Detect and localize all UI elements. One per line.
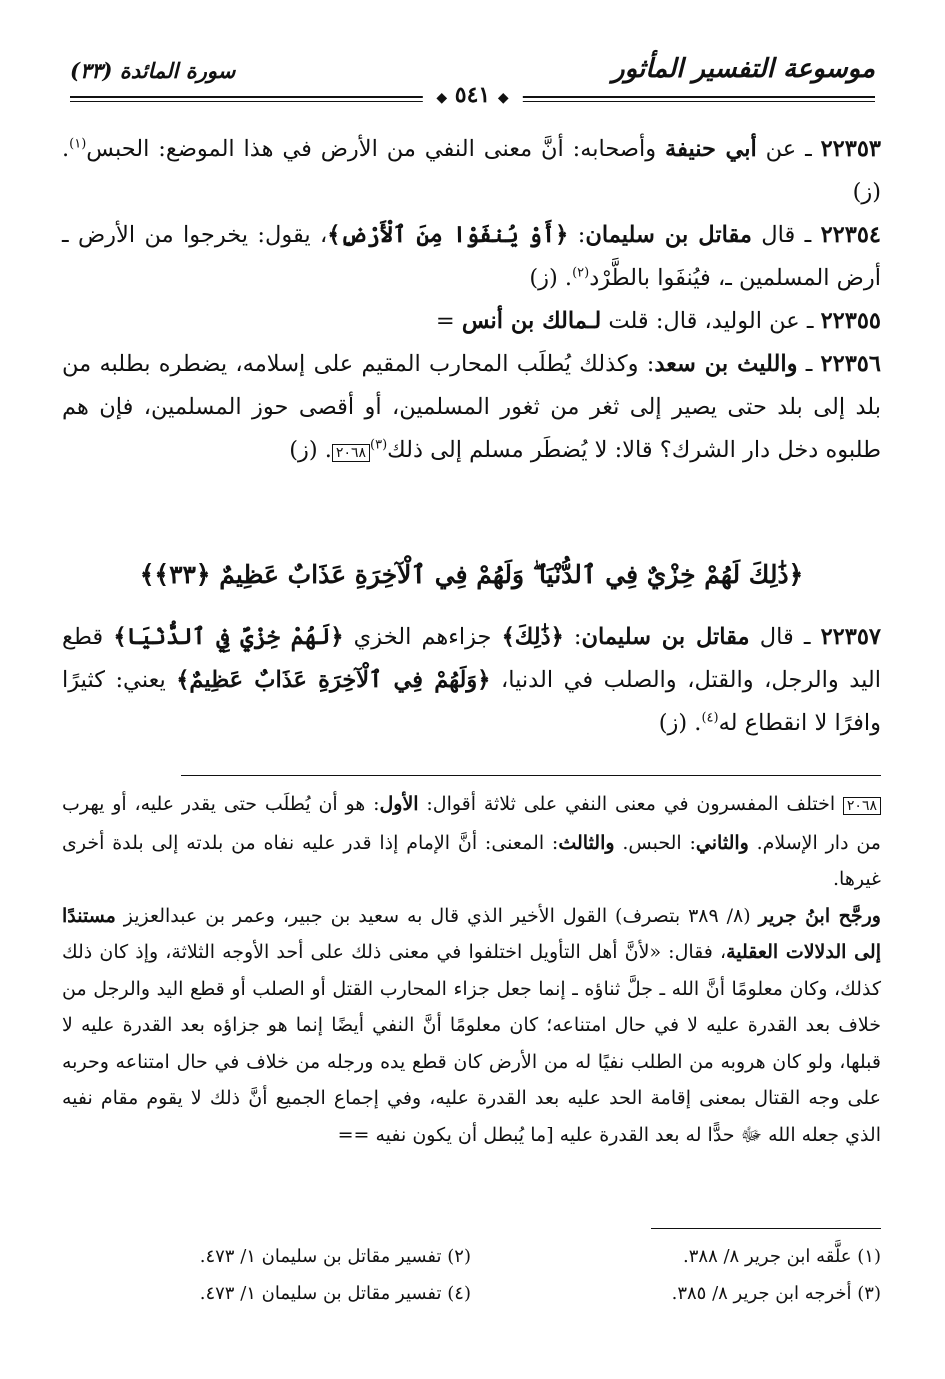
quran-quote: ﴿أَوْ يُنفَوْا مِنَ ٱلْأَرْضِ﴾ bbox=[327, 222, 569, 248]
main-text bbox=[62, 128, 881, 475]
footnote-2: (٢) تفسير مقاتل بن سليمان ١/ ٤٧٣. bbox=[199, 1246, 471, 1267]
commentary bbox=[62, 786, 881, 1153]
footnote-4: (٤) تفسير مقاتل بن سليمان ١/ ٤٧٣. bbox=[199, 1283, 471, 1304]
footnote-marker: (٣) bbox=[370, 437, 388, 453]
footnote-1: (١) علَّقه ابن جرير ٨/ ٣٨٨. bbox=[683, 1246, 881, 1267]
quran-quote: ﴿لَهُمْ خِزْيٌ فِي ٱلدُّنْيَا﴾ bbox=[113, 624, 344, 650]
ornament-icon: ◆ bbox=[497, 90, 509, 106]
ornament-icon: ◆ bbox=[436, 90, 448, 106]
book-title: موسوعة التفسير المأثور bbox=[612, 54, 875, 84]
surah-title: سورة المائدة (٣٣) bbox=[70, 58, 236, 83]
quran-quote: ﴿وَلَهُمْ فِي ٱلْآخِرَةِ عَذَابٌ عَظِيمٌ﴾ bbox=[176, 667, 491, 693]
quran-quote: ﴿ذَٰلِكَ﴾ bbox=[501, 624, 564, 650]
entry-22354: ٢٢٣٥٤ ـ قال مقاتل بن سليمان: ﴿أَوْ يُنفَوْا مِنَ ٱلْأَرْضِ﴾، يقول: يخرجوا من الأرض ـ أرض المسلمين ـ، فيُنفَوا بالطَّرْد$^{(٢)}$. (ز) bbox=[62, 222, 882, 291]
entry-22356: ٢٢٣٥٦ ـ والليث بن سعد: وكذلك يُطلَب المحارب المقيم على إسلامه، يضطره بطلبه من بلد إلى بلد حتى يصير إلى ثغر من ثغور المسلمين، أو أقصى حوز المسلمين، فإن هم طلبوه دخل دار الشرك؟ قالا: لا يُضطَر مسلم إلى ذلك$^{(٣)}$٢٠٦٨. (ز) bbox=[62, 351, 881, 463]
entry-22355: ٢٢٣٥٥ ـ عن الوليد، قال: قلت لـمالك بن أنس = bbox=[435, 308, 881, 334]
commentary-separator bbox=[181, 775, 881, 776]
footnote-marker: (٢) bbox=[572, 265, 590, 281]
footnote-3: (٣) أخرجه ابن جرير ٨/ ٣٨٥. bbox=[671, 1283, 881, 1304]
footnote-marker: (١) bbox=[69, 136, 87, 152]
page-number: ◆ ٥٤١ ◆ bbox=[422, 82, 522, 108]
commentary-ref-box: ٢٠٦٨ bbox=[843, 797, 881, 815]
footnote-separator bbox=[651, 1228, 881, 1229]
commentary-paragraph-1: ٢٠٦٨ اختلف المفسرون في معنى النفي على ثلاثة أقوال: الأول: هو أن يُطلَب حتى يقدر عليه، أو يهرب من دار الإسلام. والثاني: الحبس. والثالث: المعنى: أنَّ الإمام إذا قدر عليه نفاه من بلدته إلى بلدة أخرى غيرها. bbox=[62, 793, 881, 890]
footnote-marker: (٤) bbox=[701, 710, 719, 726]
ayah-heading: ﴿ذَٰلِكَ لَهُمْ خِزْيٌ فِي ٱلدُّنْيَا ۖ وَلَهُمْ فِي ٱلْآخِرَةِ عَذَابٌ عَظِيمٌ ﴿٣٣﴾﴾ bbox=[139, 560, 804, 589]
entry-22357: ٢٢٣٥٧ ـ قال مقاتل بن سليمان: ﴿ذَٰلِكَ﴾ جزاءهم الخزي ﴿لَهُمْ خِزْيٌ فِي ٱلدُّنْيَا﴾ قطع اليد والرجل، والقتل، والصلب في الدنيا، ﴿وَلَهُمْ فِي ٱلْآخِرَةِ عَذَابٌ عَظِيمٌ﴾ يعني: كثيرًا وافرًا لا انقطاع له$^{(٤)}$. (ز) bbox=[62, 624, 881, 736]
commentary-ref-box: ٢٠٦٨ bbox=[332, 444, 370, 462]
commentary-paragraph-2: ورجَّح ابنُ جرير (٨/ ٣٨٩ بتصرف) القول الأخير الذي قال به سعيد بن جبير، وعمر بن عبدالعزيز مستندًا إلى الدلالات العقلية، فقال: «لأنَّ أهل التأويل اختلفوا في معنى ذلك على أحد الأوجه الثلاثة، وإذ كان ذلك كذلك، وكان معلومًا أنَّ الله ـ جلَّ ثناؤه ـ إنما جعل جزاء المحارب القتل أو الصلب أو قطع اليد والرجل من خلاف بعد القدرة عليه لا في حال امتناعه؛ كان معلومًا أنَّ النفي أيضًا إنما هو جزاؤه بعد القدرة عليه لا قبلها، ولو كان هروبه من الطلب نفيًا له من الأرض كان قطع يده ورجله من خلاف في حال امتناعه وحربه على وجه القتال بمعنى إقامة الحد عليه بعد القدرة عليه، وفي إجماع الجميع أنَّ ذلك لا يقوم مقام نفيه الذي جعله الله ﷻ حدًّا له بعد القدرة عليه [ما يُبطل أن يكون نفيه == bbox=[62, 904, 881, 1146]
main-text-2 bbox=[62, 616, 881, 745]
page-header bbox=[70, 44, 875, 114]
entry-22353: ٢٢٣٥٣ ـ عن أبي حنيفة وأصحابه: أنَّ معنى النفي من الأرض في هذا الموضع: الحبس$^{(١)}$. (ز) bbox=[62, 136, 881, 205]
